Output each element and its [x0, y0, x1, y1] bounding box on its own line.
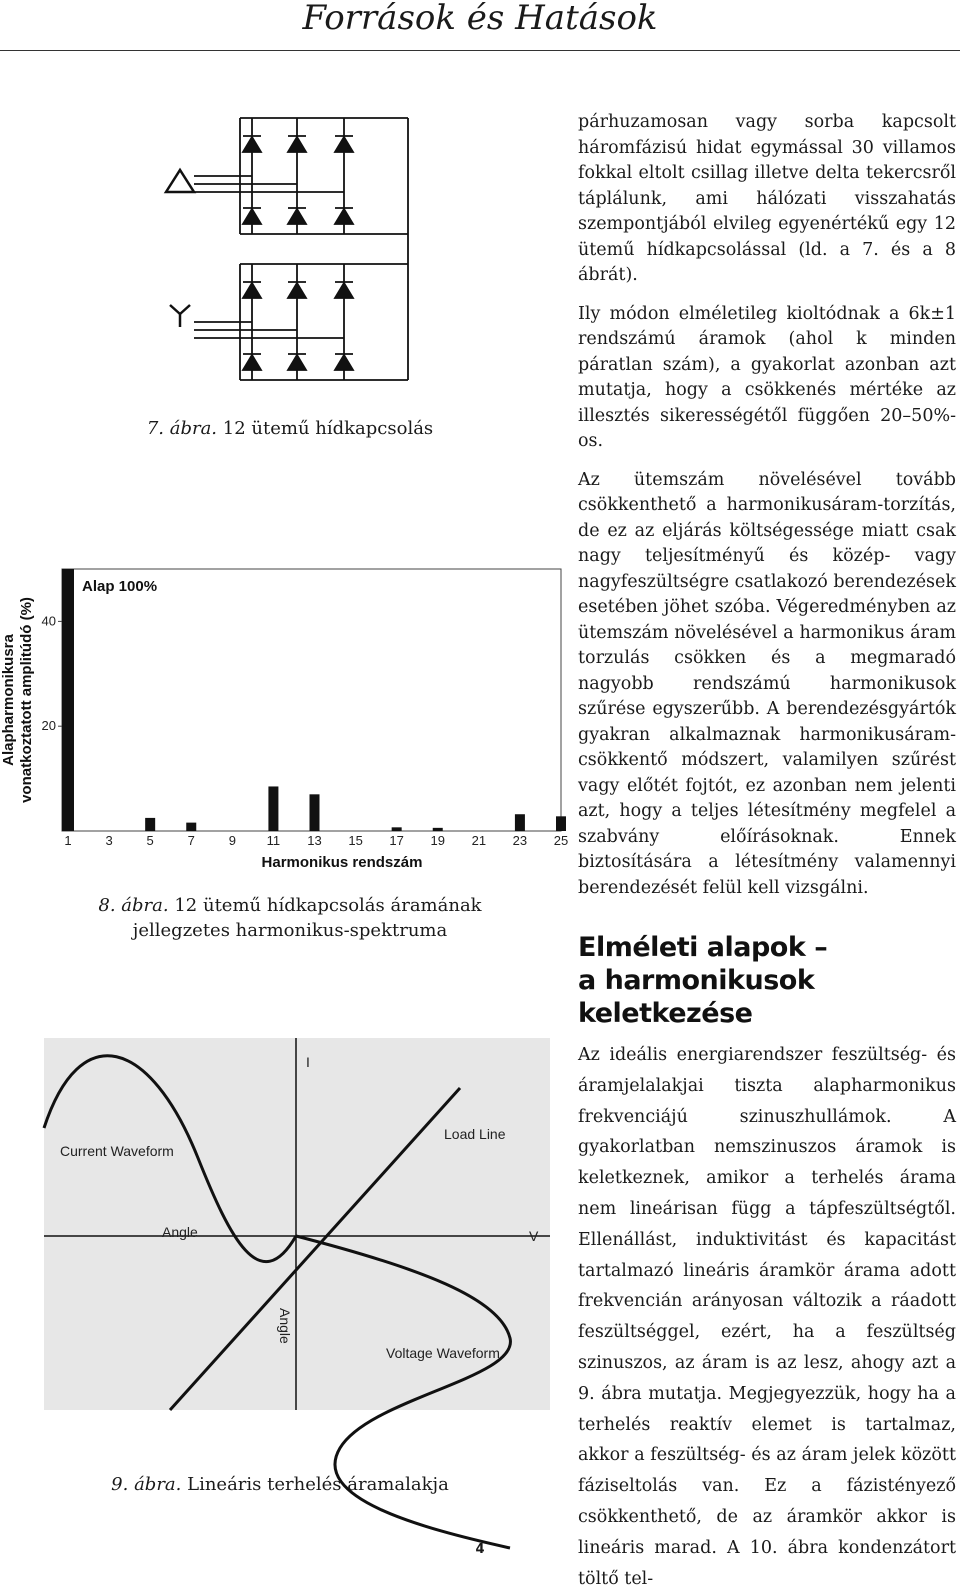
- x-tick-label: 17: [389, 833, 404, 848]
- bar-harmonic-17: [392, 827, 402, 831]
- section-heading: [578, 931, 956, 1030]
- section-heading-line1: Elméleti alapok –: [578, 932, 828, 963]
- bar-harmonic-13: [310, 794, 320, 831]
- y-tick-label: 40: [41, 613, 56, 629]
- y-axis-title: [0, 597, 35, 803]
- x-ticks: [64, 833, 568, 848]
- x-tick-label: 23: [512, 833, 528, 848]
- bars: [62, 569, 566, 831]
- running-title: Források és Hatások: [302, 0, 658, 38]
- x-tick-label: 19: [430, 833, 445, 848]
- bar-harmonic-1: [62, 569, 74, 831]
- x-tick-label: 13: [307, 833, 322, 848]
- figure-8-caption-line1: 12 ütemű hídkapcsolás áramának: [174, 895, 482, 916]
- label-load-line: Load Line: [444, 1126, 506, 1142]
- lower-bridge: [194, 264, 408, 380]
- x-axis-title: Harmonikus rendszám: [261, 854, 423, 871]
- figure-7-caption-number: 7. ábra.: [146, 418, 218, 439]
- plot-frame: [62, 569, 561, 831]
- label-i: I: [306, 1054, 310, 1070]
- label-current-waveform: Current Waveform: [60, 1143, 174, 1159]
- section-heading-line2: a harmonikusok keletkezése: [578, 965, 815, 1029]
- x-tick-label: 5: [146, 833, 154, 848]
- label-angle-vertical: Angle: [277, 1308, 293, 1344]
- bar-harmonic-11: [268, 786, 278, 831]
- x-tick-label: 21: [471, 833, 487, 848]
- figure-9-caption-text: Lineáris terhelés áramalakja: [187, 1474, 449, 1495]
- paragraph-3: Az ütemszám növelésével tovább csökkenthető a harmonikusáram-torzítás, de ez az eljárás költségessége miatt csak nagy teljesítményű és közép- vagy nagyfeszültségre csatlakozó berendezések esetében jöhet szóba. Végeredményben az ütemszám növelésével a harmonikus áram torzulás csökken és a megmaradó nagyobb rendszámú harmonikusok szűrése egyszerűbb. A berendezésgyártók gyakran alkalmaznak harmonikusáram-csökkentő módszert, valamilyen szűrést vagy előtét fojtót, ez azonban nem jelenti azt, hogy a teljes létesítmény megfelel a szabvány előírásoknak. Ennek biztosítására a létesítmény valamennyi berendezését felül kell vizsgálni.: [578, 469, 956, 898]
- y-tick-label: 20: [41, 718, 56, 734]
- figure-8-caption-number: 8. ábra.: [98, 895, 169, 916]
- page-number: 4: [475, 1542, 485, 1557]
- paragraph-4: Az ideális energiarendszer feszültség- és áramjelalakjai tiszta alapharmonikus frekvenciájú szinuszhullámok. A gyakorlatban nemszinuszos áramok is keletkeznek, amikor a terhelés árama nem lineárisan függ a tápfeszültségtől. Ellenállást, induktivitást és kapacitást tartalmazó lineáris áramkör árama adott frekvencián arányosan változik a ráadott feszültséggel, ezért, ha a feszültség szinuszos, az áram is az lesz, ahogy azt a 9. ábra mutatja. Megjegyezzük, hogy ha a terhelés reaktív elemet is tartalmaz, akkor a feszültség- és az áram jelek között fáziseltolás van. Ez a fázistényező csökkenthető, de az áramkör akkor is lineáris marad. A 10. ábra kondenzátort töltő tel-: [578, 1045, 956, 1589]
- bar-harmonic-7: [186, 823, 196, 831]
- figure-7-circuit: [150, 100, 430, 390]
- figure-8-caption-line2: jellegzetes harmonikus-spektruma: [132, 920, 448, 941]
- wye-symbol: [170, 305, 190, 327]
- figure-9-caption-number: 9. ábra.: [111, 1474, 182, 1495]
- y-axis-title-line2: vonatkoztatott amplitúdó (%): [18, 597, 35, 803]
- upper-bridge: [194, 118, 408, 234]
- figure-7-caption: [100, 416, 480, 441]
- x-tick-label: 7: [187, 833, 195, 848]
- x-tick-label: 1: [64, 833, 72, 848]
- label-v: V: [529, 1228, 539, 1244]
- bar-harmonic-5: [145, 818, 155, 831]
- figure-8-chart: [0, 555, 575, 880]
- label-voltage-waveform: Voltage Waveform: [386, 1345, 500, 1361]
- bar-harmonic-25: [556, 816, 566, 831]
- right-column: [578, 110, 956, 1594]
- x-tick-label: 25: [553, 833, 569, 848]
- figure-9-caption: [90, 1472, 470, 1497]
- x-tick-label: 3: [105, 833, 113, 848]
- fundamental-annotation: Alap 100%: [82, 578, 158, 595]
- y-axis-title-line1: Alapharmonikusra: [0, 634, 17, 766]
- figure-8-caption: [80, 893, 500, 943]
- x-tick-label: 11: [266, 833, 281, 848]
- delta-symbol: [166, 170, 194, 192]
- x-tick-label: 9: [228, 833, 236, 848]
- running-header: [0, 0, 960, 51]
- bar-harmonic-23: [515, 814, 525, 831]
- y-ticks: [42, 613, 62, 733]
- paragraph-1: párhuzamosan vagy sorba kapcsolt háromfázisú hidat egymással 30 villamos fokkal eltolt csillag illetve delta tekercsről táplálunk, ami hálózati visszahatás szempontjából elvileg egyenértékű egy 12 ütemű hídkapcsolással (ld. a 7. és a 8 ábrát).: [578, 112, 956, 285]
- paragraph-2: Ily módon elméletileg kioltódnak a 6k±1 rendszámú áramok (ahol k minden páratlan szám), a gyakorlat azonban azt mutatja, hogy a csökkenés mértéke az illesztés sikerességétől függően 20–50%-os.: [578, 303, 956, 451]
- figure-7-caption-text: 12 ütemű hídkapcsolás: [222, 418, 434, 439]
- bar-harmonic-19: [433, 828, 443, 831]
- label-angle-horizontal: Angle: [162, 1224, 198, 1240]
- x-tick-label: 15: [348, 833, 363, 848]
